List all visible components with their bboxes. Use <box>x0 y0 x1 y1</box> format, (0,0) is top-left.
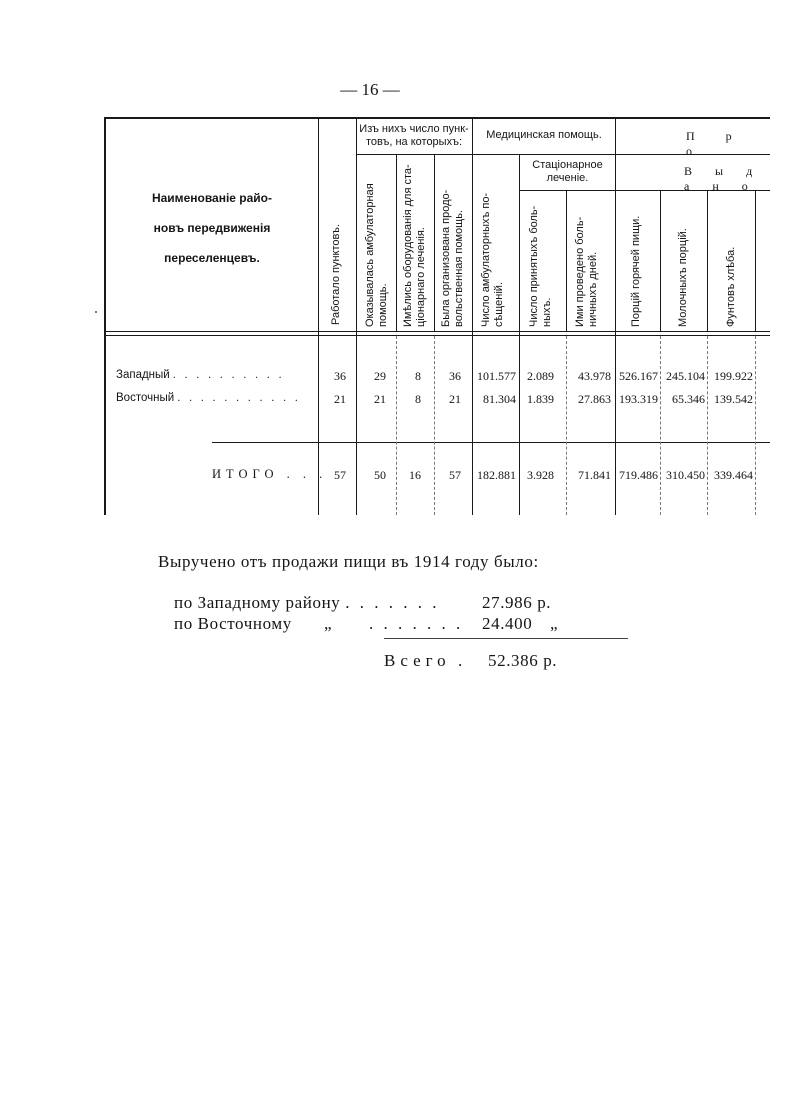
row-name-eastern <box>116 392 301 404</box>
table-left-border <box>104 117 106 515</box>
table-cell: 1.839 <box>527 392 554 406</box>
worked-column-border <box>356 117 357 515</box>
sales-amount-eastern: 24.400 <box>482 614 533 633</box>
stationary-rule <box>519 190 615 191</box>
data-divider <box>707 336 708 515</box>
medical-group-header: Медицинская помощь. <box>486 129 602 141</box>
col-border-hot <box>660 190 661 331</box>
sales-ditto-eastern: „ <box>324 614 333 633</box>
table-cell: 21 <box>449 392 461 406</box>
sales-amount-western: 27.986 р. <box>482 593 552 612</box>
sales-total-rule <box>384 638 628 639</box>
table-cell: 245.104 <box>666 369 705 383</box>
col-border-milk <box>707 190 708 331</box>
sales-line-western <box>174 593 440 613</box>
ambulatory-help-header: Оказывалась амбулаторная помощь. <box>364 183 389 327</box>
col-border-stationary <box>566 190 567 331</box>
data-divider <box>755 336 756 515</box>
total-cell: 50 <box>374 468 386 482</box>
table-cell: 81.304 <box>483 392 516 406</box>
total-row-label <box>212 467 327 482</box>
worked-points-header: Работало пунктовъ. <box>330 224 342 325</box>
header-bottom-rule-1 <box>104 331 770 332</box>
bread-header: Фунтовъ хлѣба. <box>725 246 737 327</box>
issued-group-header: В ы д а н о <box>684 164 763 193</box>
data-divider <box>660 336 661 515</box>
region-name-header-line-2: новъ передвиженія <box>153 221 271 235</box>
table-cell: 36 <box>449 369 461 383</box>
table-cell: 8 <box>415 369 421 383</box>
table-cell: 193.319 <box>619 392 658 406</box>
header-bottom-rule-2 <box>104 335 770 336</box>
sales-total-dot: . <box>458 651 463 670</box>
table-cell: 29 <box>374 369 386 383</box>
table-cell: 36 <box>334 369 346 383</box>
total-cell: 310.450 <box>666 468 705 482</box>
stray-mark <box>95 311 97 313</box>
sales-amount-ditto-eastern: „ <box>550 614 559 633</box>
col-border-3 <box>396 154 397 331</box>
data-divider <box>434 336 435 515</box>
total-cell: 57 <box>449 468 461 482</box>
sales-line-eastern-label: по Восточному <box>174 614 292 633</box>
total-cell: 57 <box>334 468 346 482</box>
row-name-western-label: Западный <box>116 369 170 381</box>
region-name-header-line-1: Наименованіе райо- <box>151 191 273 205</box>
total-cell: 3.928 <box>527 468 554 482</box>
sales-total-label: Всего <box>384 651 451 670</box>
of-them-group-header: Изъ нихъ число пунк- товъ, на которыхъ: <box>359 123 469 148</box>
milk-portions-header: Молочныхъ порцій. <box>677 228 689 327</box>
food-help-header: Была организована продо- вольственная помощь. <box>440 189 465 327</box>
row-leader: . . . . . . . . . . <box>172 369 285 381</box>
total-top-rule <box>212 442 770 443</box>
col-border-bread <box>755 190 756 331</box>
table-cell: 101.577 <box>477 369 516 383</box>
data-divider <box>566 336 567 515</box>
sales-line-leader: . . . . . . . <box>369 614 464 633</box>
hot-food-header: Порцій горячей пищи. <box>630 215 642 327</box>
row-leader: . . . . . . . . . . . <box>177 392 301 404</box>
table-top-rule <box>104 117 770 119</box>
stationary-group-header: Стаціонарное леченіе. <box>532 159 603 184</box>
pro-group-header: П р о <box>686 129 746 158</box>
sales-heading: Выручено отъ продажи пищи въ 1914 году было: <box>158 552 539 571</box>
row-name-western <box>116 369 285 381</box>
table-cell: 21 <box>334 392 346 406</box>
col-border-visits <box>519 154 520 515</box>
total-cell: 339.464 <box>714 468 753 482</box>
name-column-border <box>318 117 319 515</box>
total-cell: 16 <box>409 468 421 482</box>
total-cell: 71.841 <box>578 468 611 482</box>
group-border-issued <box>615 117 616 515</box>
table-cell: 2.089 <box>527 369 554 383</box>
table-cell: 8 <box>415 392 421 406</box>
table-cell: 65.346 <box>672 392 705 406</box>
table-cell: 526.167 <box>619 369 658 383</box>
row-name-eastern-label: Восточный <box>116 392 175 404</box>
group-border-medical <box>472 117 473 515</box>
region-name-header <box>114 183 310 273</box>
table-cell: 43.978 <box>578 369 611 383</box>
stationary-equipment-header: Имѣлись оборудованія для ста- ціонарнаго леченія. <box>402 164 427 327</box>
col-border-4 <box>434 154 435 331</box>
sales-line-western-label: по Западному району <box>174 593 341 612</box>
table-cell: 21 <box>374 392 386 406</box>
sales-line-leader: . . . . . . . <box>345 593 440 612</box>
total-cell: 719.486 <box>619 468 658 482</box>
table-cell: 27.863 <box>578 392 611 406</box>
sales-total-amount: 52.386 р. <box>488 651 558 670</box>
region-name-header-line-3: переселенцевъ. <box>164 251 260 265</box>
table-cell: 139.542 <box>714 392 753 406</box>
statistics-table <box>104 117 770 515</box>
total-leader: . . . <box>286 467 328 481</box>
patient-days-header: Ими проведено боль- ничныхъ дней. <box>574 216 599 327</box>
total-cell: 182.881 <box>477 468 516 482</box>
patients-admitted-header: Число принятыхъ боль- ныхъ. <box>528 205 553 327</box>
table-cell: 199.922 <box>714 369 753 383</box>
ambulatory-visits-header: Число амбулаторныхъ по- сѣщеній. <box>480 192 505 327</box>
total-label: ИТОГО <box>212 467 279 481</box>
page-number: — 16 — <box>340 80 400 99</box>
sales-line-eastern <box>174 614 292 634</box>
data-divider <box>396 336 397 515</box>
